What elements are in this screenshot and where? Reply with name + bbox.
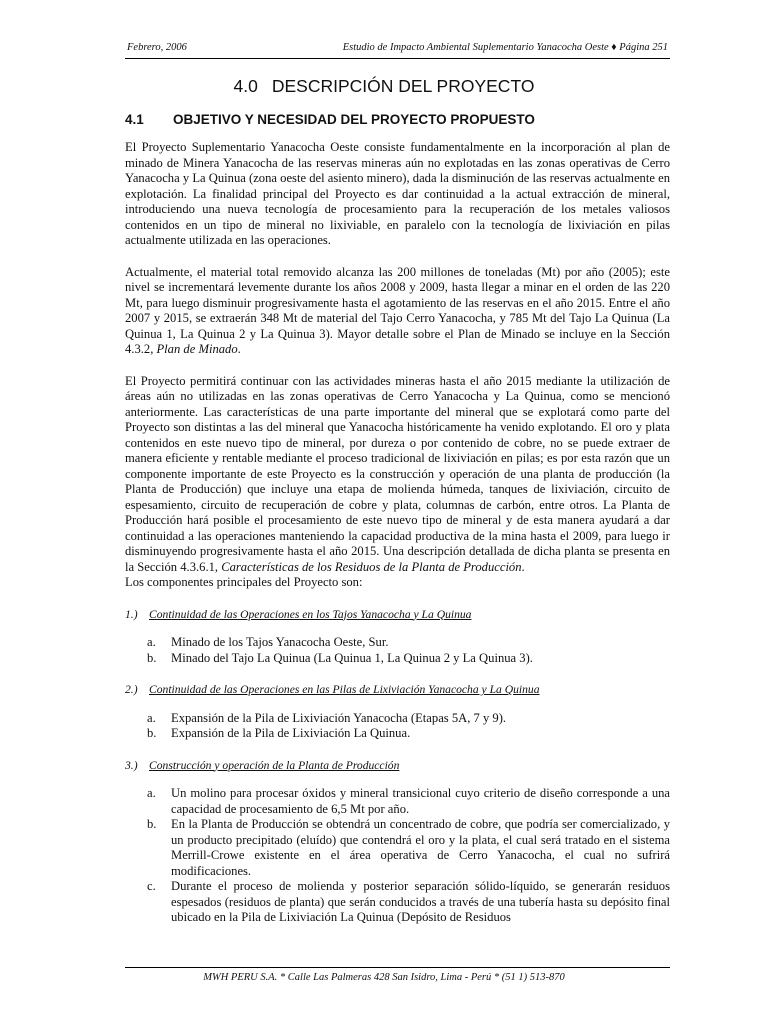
subsection-number: 4.1: [125, 112, 144, 127]
paragraph-italic: Plan de Minado: [156, 342, 238, 356]
item-text: Expansión de la Pila de Lixiviación Yanacocha (Etapas 5A, 7 y 9).: [171, 710, 507, 725]
list-item: [125, 817, 670, 879]
subsection-title: OBJETIVO Y NECESIDAD DEL PROYECTO PROPUESTO: [173, 112, 535, 127]
paragraph: [125, 374, 670, 576]
item-text: Durante el proceso de molienda y posterior separación sólido-líquido, se generarán residuos espesados (residuos de planta) que serán conducidos a través de una tubería hasta su depósito final ubicado en la Pila de Lixiviación La Quinua (Depósito de Residuos: [171, 879, 670, 924]
list-item: [125, 879, 670, 926]
list-item: [125, 726, 670, 742]
section-title: DESCRIPCIÓN DEL PROYECTO: [271, 76, 535, 96]
item-letter: b.: [147, 817, 157, 831]
component-title: Construcción y operación de la Planta de Producción: [149, 758, 400, 772]
component-number: 1.): [125, 607, 138, 621]
list-item: [125, 786, 670, 817]
item-letter: a.: [147, 710, 156, 725]
item-letter: b.: [147, 726, 157, 740]
header-date: Febrero, 2006: [127, 42, 187, 53]
components-intro: Los componentes principales del Proyecto son:: [125, 575, 363, 589]
component-items: [125, 635, 670, 666]
document-body: [125, 140, 670, 926]
paragraph-italic: Características de los Residuos de la Planta de Producción: [221, 559, 522, 574]
item-letter: a.: [147, 786, 156, 800]
item-letter: c.: [147, 879, 156, 893]
page-header: [127, 42, 668, 53]
section-number: 4.0: [233, 76, 258, 96]
footer-rule: [125, 967, 670, 968]
subsection-heading: [125, 112, 670, 127]
component-heading: [125, 758, 670, 774]
page-footer: MWH PERU S.A. * Calle Las Palmeras 428 San Isidro, Lima - Perú * (51 1) 513-870: [203, 972, 565, 983]
section-heading: [0, 76, 768, 97]
item-text: Minado de los Tajos Yanacocha Oeste, Sur.: [171, 635, 389, 649]
component-items: [125, 711, 670, 742]
item-text: Minado del Tajo La Quinua (La Quinua 1, La Quinua 2 y La Quinua 3).: [171, 650, 533, 665]
list-item: [125, 635, 670, 651]
paragraph-text: Actualmente, el material total removido alcanza las 200 millones de toneladas (Mt) por año (2005); este nivel se incrementará levemente durante los años 2008 y 2009, hasta llegar a minar en el orden de las 220 Mt, para luego disminuir progresivamente hasta el agotamiento de las reservas en el año 2015. Entre el año 2007 y 2015, se extraerán 348 Mt de material del Tajo Cerro Yanacocha, y 785 Mt del Tajo La Quinua (La Quinua 1, La Quinua 2 y La Quinua 3). Mayor detalle sobre el Plan de Minado se incluye en la Sección 4.3.2,: [125, 264, 670, 356]
component-number: 2.): [125, 683, 138, 696]
component-heading: [125, 607, 670, 623]
component-items: [125, 786, 670, 926]
header-title: Estudio de Impacto Ambiental Suplementario Yanacocha Oeste ♦ Página 251: [342, 42, 668, 53]
item-text: Expansión de la Pila de Lixiviación La Quinua.: [171, 726, 411, 740]
component-title: Continuidad de las Operaciones en las Pilas de Lixiviación Yanacocha y La Quinua: [149, 683, 540, 696]
component-title: Continuidad de las Operaciones en los Tajos Yanacocha y La Quinua: [149, 607, 472, 621]
item-letter: a.: [147, 635, 156, 649]
item-text: En la Planta de Producción se obtendrá un concentrado de cobre, que podría ser comercializado, y un producto precipitado (eluído) que contendrá el oro y la plata, el cual será tratado en el sistema Merrill-Crowe existente en el área operativa de Cerro Yanacocha, el cual no sufrirá modificaciones.: [171, 817, 670, 878]
component-heading: [125, 682, 670, 698]
component-number: 3.): [125, 758, 138, 772]
list-item: [125, 651, 670, 667]
item-letter: b.: [147, 650, 157, 665]
paragraph-text: El Proyecto permitirá continuar con las actividades mineras hasta el año 2015 mediante la utilización de áreas aún no utilizadas en las zonas operativas de Cerro Yanacocha y La Quinua, como se mencionó anteriormente. Las características de una parte importante del mineral que se explotará como parte del Proyecto son distintas a las del mineral que Yanacocha históricamente ha venido explotando. El oro y plata contenidos en este nuevo tipo de mineral, por dureza o por contenido de cobre, no se puede extraer de manera eficiente y rentable mediante el proceso tradicional de lixiviación en pilas; es por esta razón que un componente importante de este Proyecto es la construcción y operación de una planta de producción (la Planta de Producción) que incluye una etapa de molienda húmeda, tanques de lixiviación, circuito de espesamiento, circuito de recuperación de cobre y plata, columnas de carbón, entre otros. La Planta de Producción hará posible el procesamiento de este nuevo tipo de mineral y de esta manera ayudará a dar continuidad a las operaciones manteniendo la capacidad productiva de la mina hasta el 2009, para luego ir disminuyendo progresivamente hasta el año 2015. Una descripción detallada de dicha planta se presenta en la Sección 4.3.6.1,: [125, 373, 670, 574]
paragraph-trailer: .: [521, 559, 525, 574]
list-item: [125, 711, 670, 727]
paragraph-trailer: .: [237, 342, 241, 356]
paragraph: El Proyecto Suplementario Yanacocha Oeste consiste fundamentalmente en la incorporación al plan de minado de Minera Yanacocha de las reservas mineras aún no explotadas en las zonas operativas de Cerro Yanacocha y La Quinua (zona oeste del asiento minero), dada la disminución de las reservas actualmente en explotación. La finalidad principal del Proyecto es dar continuidad a la actual extracción de mineral, introduciendo una nueva tecnología de procesamiento para la recuperación de los metales valiosos contenidos en un tipo de mineral no lixiviable, en paralelo con la tecnología de lixiviación en pilas actualmente utilizada en las operaciones.: [125, 140, 670, 247]
header-rule: [125, 58, 670, 59]
paragraph: [125, 265, 670, 358]
item-text: Un molino para procesar óxidos y mineral transicional cuyo criterio de diseño corresponde a una capacidad de procesamiento de 6,5 Mt por año.: [171, 786, 670, 816]
